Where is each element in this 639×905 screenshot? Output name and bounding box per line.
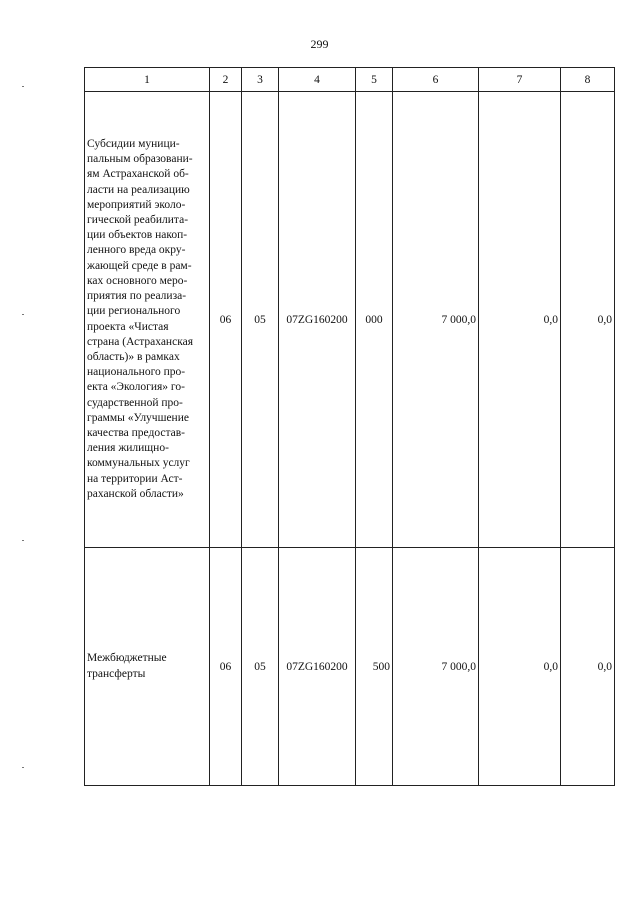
target-article-cell: 07ZG160200 [279,92,356,548]
column-header: 1 [85,68,210,92]
description-line: ках основного меро- [87,274,188,287]
description-line: ласти на реализацию [87,183,190,196]
subsection-code-cell: 05 [242,92,279,548]
description-line: ления жилищно- [87,442,169,455]
description-line: коммунальных услуг [87,457,190,470]
row-description [85,548,210,786]
description-line: ции объектов накоп- [87,229,188,242]
description-line: ям Астраханской об- [87,168,189,181]
amount-cell: 7 000,0 [393,92,479,548]
scan-speck [22,767,24,768]
budget-table [84,67,615,786]
section-code-cell: 06 [210,548,242,786]
description-line: страна (Астраханская [87,335,193,348]
table-row [85,92,615,548]
description-line: проекта «Чистая [87,320,169,333]
description-line: граммы «Улучшение [87,411,189,424]
description-line: трансферты [87,667,146,680]
description-line: приятия по реализа- [87,290,187,303]
description-line: качества предостав- [87,426,185,439]
column-header: 4 [279,68,356,92]
column-header: 8 [561,68,615,92]
description-line: Межбюджетные [87,652,167,665]
scan-speck [22,86,24,87]
column-header: 2 [210,68,242,92]
column-header: 7 [479,68,561,92]
description-line: мероприятий эколо- [87,198,186,211]
column-header: 6 [393,68,479,92]
row-description [85,92,210,548]
table-row [85,548,615,786]
table-header-row [85,68,615,92]
amount-cell: 0,0 [479,92,561,548]
description-line: на территории Аст- [87,472,183,485]
page-number: 299 [310,37,329,51]
description-line: екта «Экология» го- [87,381,185,394]
description-line: жающей среде в рам- [87,259,192,272]
amount-cell: 0,0 [479,548,561,786]
description-line: ленного вреда окру- [87,244,186,257]
section-code-cell: 06 [210,92,242,548]
description-line: раханской области» [87,487,184,500]
description-line: область)» в рамках [87,350,180,363]
description-line: ции регионального [87,305,181,318]
amount-cell: 0,0 [561,92,615,548]
expense-type-cell: 000 [356,92,393,548]
scan-speck [22,314,24,315]
expense-type-cell: 500 [356,548,393,786]
description-line: пальным образовани- [87,153,193,166]
subsection-code-cell: 05 [242,548,279,786]
description-line: сударственной про- [87,396,183,409]
column-header: 5 [356,68,393,92]
column-header: 3 [242,68,279,92]
scan-speck [22,540,24,541]
description-line: Субсидии муници- [87,138,180,151]
amount-cell: 7 000,0 [393,548,479,786]
amount-cell: 0,0 [561,548,615,786]
description-line: национального про- [87,366,186,379]
target-article-cell: 07ZG160200 [279,548,356,786]
description-line: гической реабилита- [87,214,189,227]
